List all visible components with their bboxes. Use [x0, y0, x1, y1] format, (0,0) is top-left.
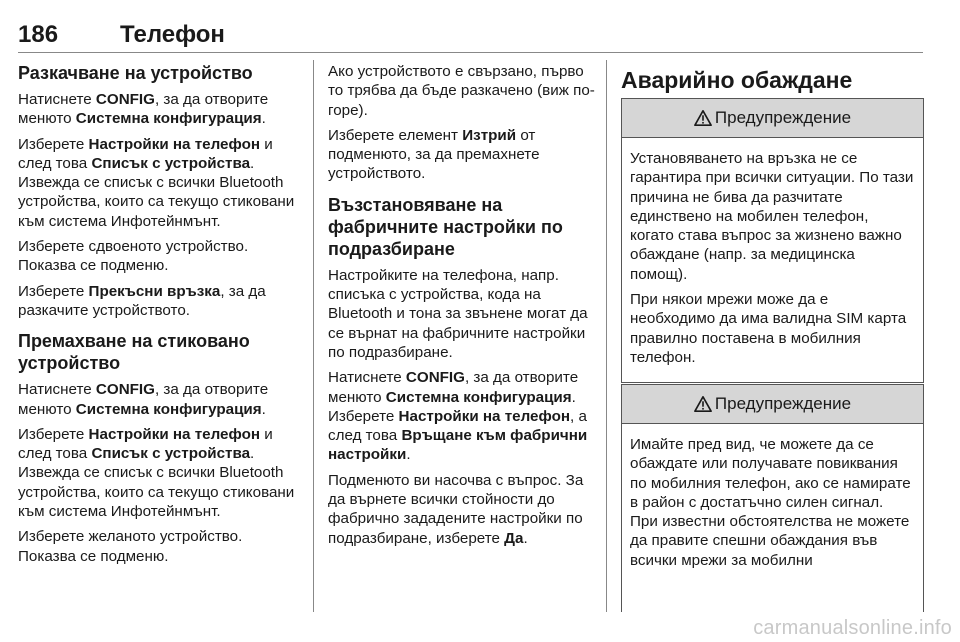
heading-emergency-call: Аварийно обаждане	[621, 67, 853, 93]
warning-triangle-icon	[694, 109, 712, 127]
config-button-ref: CONFIG	[95, 91, 155, 108]
warning-title: Предупреждение	[714, 394, 852, 413]
heading-disconnect: Разкачване на устройство	[18, 63, 253, 83]
column-1	[18, 62, 301, 566]
heading-remove-paired: Премахване на стиковано устройство	[18, 331, 250, 374]
warning-box-body	[622, 424, 923, 576]
paragraph: Изберете Прекъсни връзка, за да разкачите устройството.	[18, 282, 266, 319]
page-number: 186	[18, 21, 59, 48]
paragraph: Изберете елемент Изтрий от подменюто, за да премахнете устройството.	[328, 126, 540, 183]
warning-box-2	[621, 384, 924, 612]
column-divider-2	[606, 60, 607, 612]
paragraph: При някои мрежи може да е необходимо да има валидна SIM карта правилно поставена в мобилния телефон.	[630, 291, 907, 366]
paragraph: Настройките на телефона, напр. списъка с устройства, кода на Bluetooth и тона за звънене могат да се върнат на фабричните настройки по подразбиране.	[328, 266, 588, 361]
paragraph: Установяването на връзка не се гарантира при всички ситуации. По тази причина не бива да разчитате единствено на мобилен телефон, когато става въпрос за жизнено важно обаждане (напр. за медицинска помощ).	[630, 150, 914, 283]
paragraph: Изберете сдвоеното устройство. Показва се подменю.	[18, 238, 249, 275]
paragraph: Имайте пред вид, че можете да се обаждате или получавате повиквания по мобилния телефон, ако се намирате в район с достатъчно силен сигнал. При известни обстоятелства не можете да правите спешни обаждания във всички мрежи за мобилни	[630, 436, 911, 569]
paragraph: Натиснете CONFIG, за да отворите менюто Системна конфигурация. Изберете Настройки на телефон, а след това Връщане към фабрични настройки.	[328, 369, 588, 464]
column-divider-1	[313, 60, 314, 612]
warning-title: Предупреждение	[714, 108, 852, 127]
paragraph: Натиснете CONFIG, за да отворите менюто Системна конфигурация.	[18, 91, 269, 128]
warning-box-1	[621, 98, 924, 383]
warning-box-header	[622, 385, 923, 424]
header-rule	[18, 52, 923, 53]
paragraph: Изберете Настройки на телефон и след това Списък с устройства. Извежда се списък с всички Bluetooth устройства, които са текущо стиковани към система Инфотейнмънт.	[18, 425, 295, 521]
column-3	[621, 66, 924, 612]
column-2	[328, 62, 602, 548]
warning-box-body	[622, 138, 923, 373]
paragraph: Натиснете CONFIG, за да отворите менюто Системна конфигурация.	[18, 381, 269, 418]
page-title: Телефон	[120, 21, 225, 48]
warning-box-header	[622, 99, 923, 138]
page-header	[18, 22, 923, 52]
heading-factory-reset: Възстановяване на фабричните настройки по подразбиране	[328, 194, 563, 259]
paragraph: Ако устройството е свързано, първо то трябва да бъде разкачено (виж по-горе).	[328, 63, 595, 119]
warning-triangle-icon	[694, 395, 712, 413]
watermark[interactable]: carmanualsonline.info	[753, 617, 952, 639]
paragraph: Изберете желаното устройство. Показва се подменю.	[18, 528, 243, 565]
paragraph: Изберете Настройки на телефон и след това Списък с устройства. Извежда се списък с всички Bluetooth устройства, които са текущо стиковани към система Инфотейнмънт.	[18, 135, 295, 230]
paragraph: Подменюто ви насочва с въпрос. За да върнете всички стойности до фабрично зададените настройки по подразбиране, изберете Да.	[328, 471, 584, 547]
